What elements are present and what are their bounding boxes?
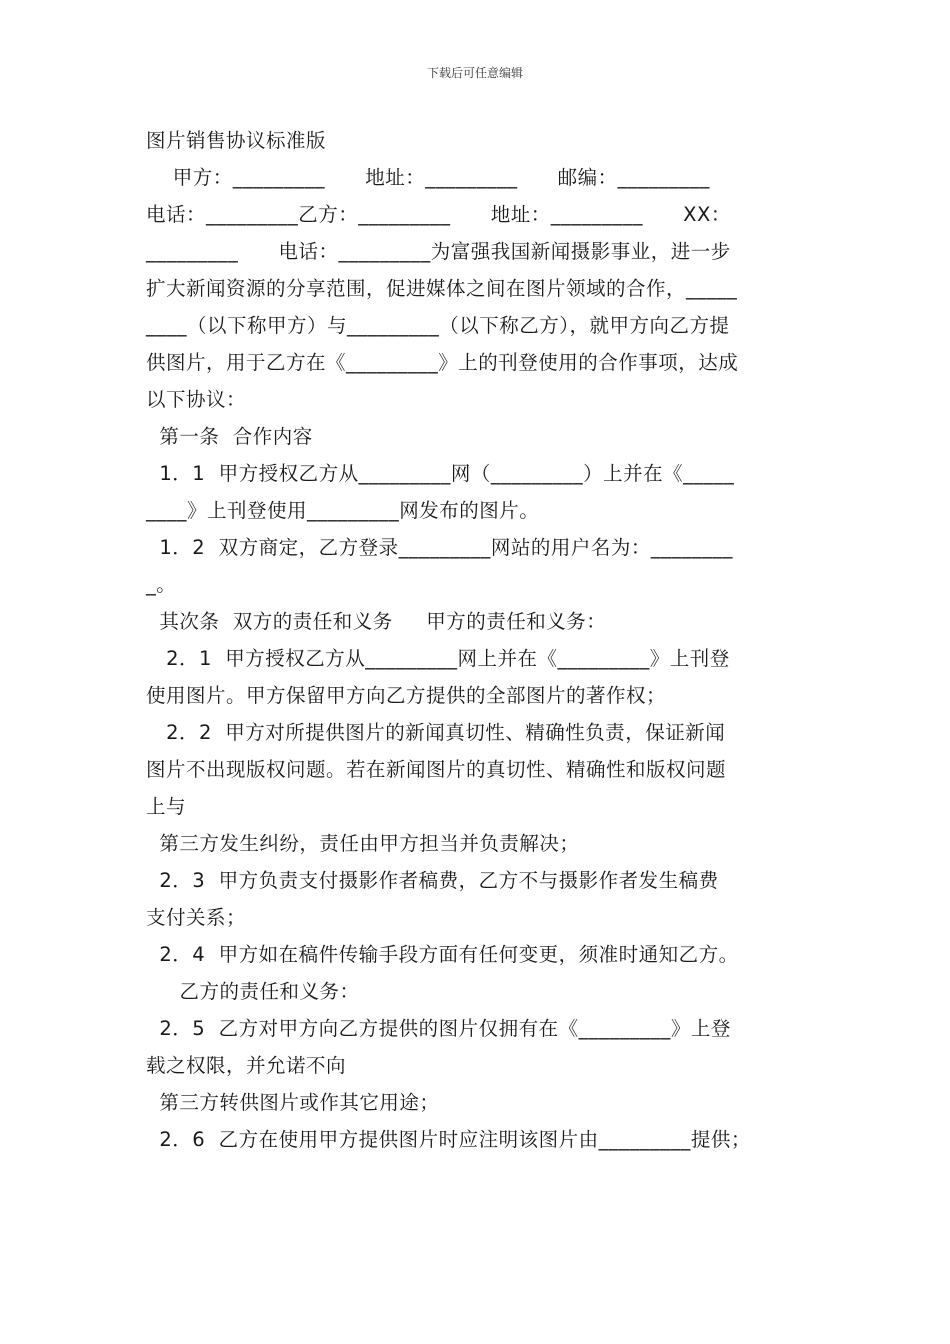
section-heading: 其次条 双方的责任和义务 甲方的责任和义务：: [146, 610, 607, 633]
text-line: 2．2 甲方对所提供图片的新闻真切性、精确性负责，保证新闻: [146, 721, 726, 744]
text-line: 2．6 乙方在使用甲方提供图片时应注明该图片由_________提供；: [146, 1128, 751, 1151]
text-line: 甲方：_________ 地址：_________ 邮编：_________: [146, 166, 710, 189]
text-line: ____（以下称甲方）与_________（以下称乙方），就甲方向乙方提: [146, 314, 730, 337]
text-line: ____》上刊登使用_________网发布的图片。: [146, 499, 540, 522]
text-line: 1．1 甲方授权乙方从_________网（_________）上并在《_____: [146, 462, 735, 485]
page-header-note: 下载后可任意编辑: [426, 66, 523, 80]
text-line: 供图片，用于乙方在《_________》上的刊登使用的合作事项，达成: [146, 351, 739, 374]
text-line: _。: [146, 573, 177, 596]
text-line: _________ 电话：_________为富强我国新闻摄影事业，进一步: [146, 240, 731, 263]
text-line: 2．1 甲方授权乙方从_________网上并在《_________》上刊登: [146, 647, 730, 670]
text-line: 2．4 甲方如在稿件传输手段方面有任何变更，须准时通知乙方。: [146, 943, 739, 966]
document-title: 图片销售协议标准版: [146, 129, 327, 152]
text-line: 以下协议：: [146, 388, 247, 411]
text-line: 上与: [146, 795, 187, 818]
section-heading: 第一条 合作内容: [146, 425, 313, 448]
text-line: 图片不出现版权问题。若在新闻图片的真切性、精确性和版权问题: [146, 758, 727, 781]
text-line: 使用图片。甲方保留甲方向乙方提供的全部图片的著作权；: [146, 684, 667, 707]
text-line: 2．3 甲方负责支付摄影作者稿费，乙方不与摄影作者发生稿费: [146, 869, 719, 892]
text-line: 电话：_________乙方：_________ 地址：_________ XX：: [146, 203, 731, 226]
text-line: 支付关系；: [146, 906, 247, 929]
text-line: 载之权限，并允诺不向: [146, 1054, 347, 1077]
text-line: 第三方发生纠纷，责任由甲方担当并负责解决；: [146, 832, 580, 855]
text-line: 第三方转供图片或作其它用途；: [146, 1091, 440, 1114]
text-line: 扩大新闻资源的分享范围，促进媒体之间在图片领域的合作，_____: [146, 277, 738, 300]
text-line: 1．2 双方商定，乙方登录_________网站的用户名为：________: [146, 536, 733, 559]
text-line: 2．5 乙方对甲方向乙方提供的图片仅拥有在《_________》上登: [146, 1017, 731, 1040]
agreement-body: [146, 122, 836, 1158]
subsection-heading: 乙方的责任和义务：: [146, 980, 360, 1003]
